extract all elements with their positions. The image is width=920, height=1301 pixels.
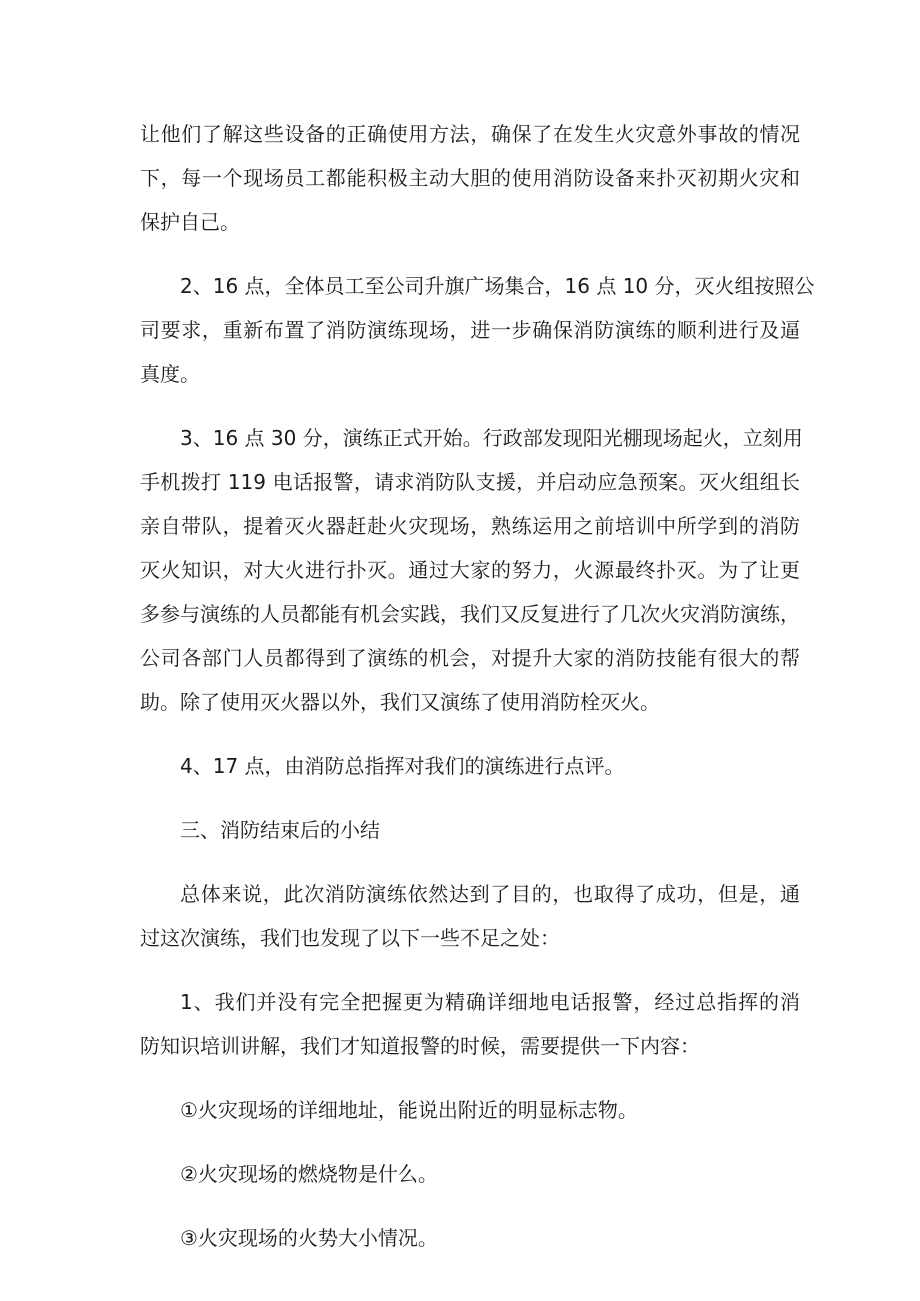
list-item-address: ①火灾现场的详细地址，能说出附近的明显标志物。 — [180, 1098, 638, 1122]
paragraph-summary — [140, 872, 800, 960]
text-line: 2、16 点，全体员工至公司升旗广场集合，16 点 10 分，灭火组按照公 — [180, 274, 815, 298]
text-line: 下，每一个现场员工都能积极主动大胆的使用消防设备来扑灭初期火灾和 — [140, 166, 800, 190]
text-line: 司要求，重新布置了消防演练现场，进一步确保消防演练的顺利进行及逼 — [140, 318, 800, 342]
paragraph-item-4: 4、17 点，由消防总指挥对我们的演练进行点评。 — [180, 754, 625, 778]
text-line: 亲自带队，提着灭火器赶赴火灾现场，熟练运用之前培训中所学到的消防 — [140, 514, 800, 538]
section-heading-summary: 三、消防结束后的小结 — [180, 818, 380, 842]
list-item-fire-size: ③火灾现场的火势大小情况。 — [180, 1226, 438, 1250]
text-line: 让他们了解这些设备的正确使用方法，确保了在发生火灾意外事故的情况 — [140, 122, 800, 146]
text-line: 公司各部门人员都得到了演练的机会，对提升大家的消防技能有很大的帮 — [140, 646, 800, 670]
text-line: 助。除了使用灭火器以外，我们又演练了使用消防栓灭火。 — [140, 690, 660, 714]
text-line: 过这次演练，我们也发现了以下一些不足之处： — [140, 926, 560, 950]
text-line: 灭火知识，对大火进行扑灭。通过大家的努力，火源最终扑灭。为了让更 — [140, 558, 800, 582]
text-line: 真度。 — [140, 362, 200, 386]
paragraph-shortcoming-1 — [140, 980, 800, 1068]
paragraph-item-2 — [140, 264, 815, 396]
paragraph-equipment-usage — [140, 112, 800, 244]
text-line: 1、我们并没有完全把握更为精确详细地电话报警，经过总指挥的消 — [180, 990, 800, 1014]
list-item-burning-material: ②火灾现场的燃烧物是什么。 — [180, 1162, 438, 1186]
text-line: 防知识培训讲解，我们才知道报警的时候，需要提供一下内容： — [140, 1034, 700, 1058]
text-line: 3、16 点 30 分，演练正式开始。行政部发现阳光棚现场起火，立刻用 — [180, 426, 803, 450]
paragraph-item-3 — [140, 416, 803, 724]
text-line: 多参与演练的人员都能有机会实践，我们又反复进行了几次火灾消防演练， — [140, 602, 800, 626]
text-line: 保护自己。 — [140, 210, 240, 234]
text-line: 总体来说，此次消防演练依然达到了目的，也取得了成功，但是，通 — [180, 882, 800, 906]
text-line: 手机拨打 119 电话报警，请求消防队支援，并启动应急预案。灭火组组长 — [140, 470, 800, 494]
document-body — [140, 112, 815, 1280]
